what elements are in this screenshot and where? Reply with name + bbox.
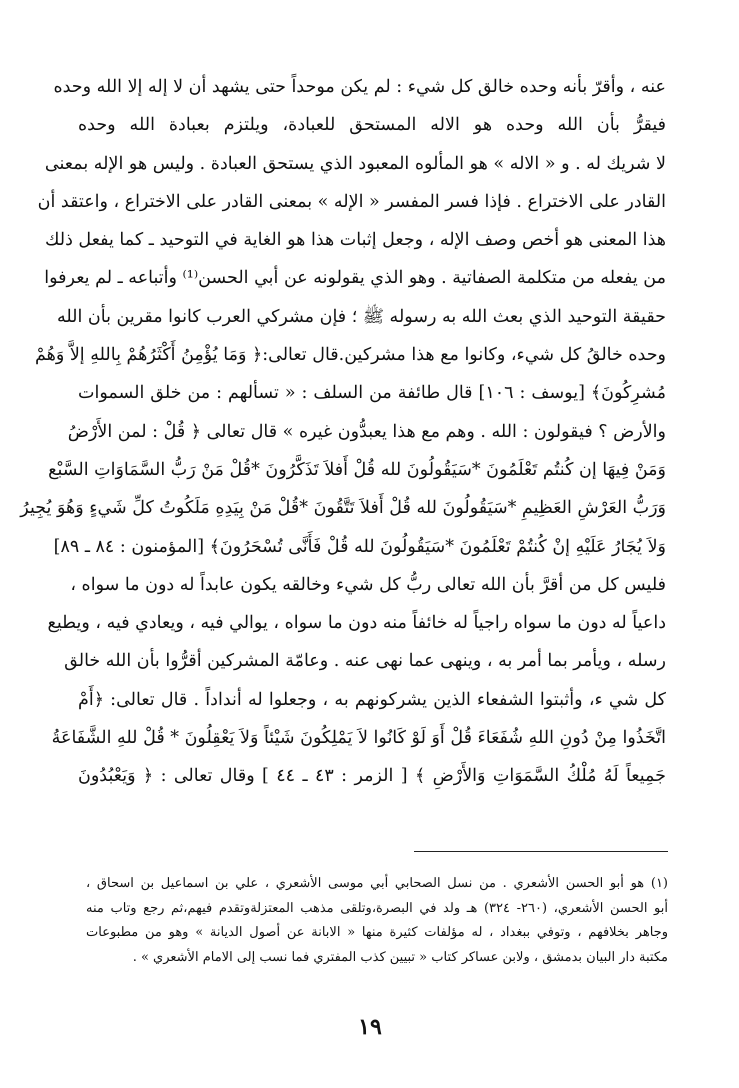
text-line: فيقرُّ بأن الله وحده هو الاله المستحق للعبادة، ويلتزم بعبادة الله وحده: [78, 115, 666, 136]
text-line: جَمِيعاً لَهُ مُلْكُ السَّمَوَاتِ وَالأَرْضِ ﴾ [ الزمر : ٤٣ ـ ٤٤ ] وقال تعالى : ﴿ وَيَعْبُدُونَ: [78, 766, 666, 787]
text-line: وَرَبُّ العَرْشِ العَظِيمِ *سَيَقُولُونَ لله قُلْ أَفلاَ تَتَّقُونَ *قُلْ مَنْ بِيَدِهِ مَلَكُوتُ كلِّ شَيءٍ وَهُوَ يُجِيرُ: [20, 498, 666, 519]
main-text-block: [20, 68, 666, 796]
footnote-line: وجاهر بخلافهم ، وتوفي ببغداد ، له مؤلفات كثيرة منها « الابانة عن أصول الديانة » وهو من مطبوعات: [86, 925, 668, 940]
text-line: والأرض ؟ فيقولون : الله . وهم مع هذا يعبدُّون غيره » قال تعالى ﴿ قُلْ : لمن الأَرْضُ: [67, 421, 666, 442]
text-line: هذا المعنى هو أخص وصف الإله ، وجعل إثبات هذا هو الغاية في التوحيد ـ كما يفعل ذلك: [45, 230, 666, 251]
footnote-divider: [414, 851, 668, 852]
text-line: مُشرِكُونَ﴾ [يوسف : ١٠٦] قال طائفة من السلف : « تسألهم : من خلق السموات: [78, 383, 666, 404]
text-line: حقيقة التوحيد الذي بعث الله به رسوله ﷺ ؛ فإن مشركي العرب كانوا مقرين بأن الله: [56, 306, 666, 327]
text-line: اتَّخَذُوا مِنْ دُونِ اللهِ شُفَعَاءَ قُلْ أَوَ لَوْ كَانُوا لاَ يَمْلِكُونَ شَيْئاً وَلاَ يَعْقِلُونَ * قُلْ للهِ الشَّفَاعَةُ: [51, 728, 666, 749]
text-line: وَلاَ يُجَارُ عَلَيْهِ إنْ كُنتُمْ تَعْلَمُونَ *سَيَقُولُونَ لله قُلْ فَأَنَّى تُسْحَرُونَ﴾ [المؤمنون : ٨٤ ـ ٨٩]: [53, 536, 666, 557]
text-line: لا شريك له . و « الاله » هو المألوه المعبود الذي يستحق العبادة . وليس هو الإله بمعنى: [44, 153, 666, 174]
footnote-line: (١) هو أبو الحسن الأشعري . من نسل الصحابي أبي موسى الأشعري ، علي بن اسماعيل بن اسحاق ،: [86, 876, 668, 891]
footnote-line: أبو الحسن الأشعري، (٢٦٠- ٣٢٤) هـ ولد في البصرة،وتلقى مذهب المعتزلةوتقدم فيهم،ثم رجع وتاب منه: [86, 900, 668, 916]
text-line: القادر على الاختراع . فإذا فسر المفسر « الإله » بمعنى القادر على الاختراع ، واعتقد أن: [37, 191, 666, 212]
text-line: من يفعله من متكلمة الصفاتية . وهو الذي يقولونه عن أبي الحسن⁽¹⁾ وأتباعه ـ لم يعرفوا: [44, 268, 666, 289]
footnotes-block: [86, 872, 668, 970]
text-line: داعياً له دون ما سواه راجياً له خائفاً منه دون ما سواه ، يوالي فيه ، ويعادي فيه ، ويطيع: [47, 613, 666, 634]
text-line: كل شي ء، وأثبتوا الشفعاء الذين يشركونهم به ، وجعلوا له أنداداً . قال تعالى: ﴿أَمْ: [78, 689, 666, 710]
text-line: وحده خالقُ كل شيء، وكانوا مع هذا مشركين.قال تعالى:﴿ وَمَا يُؤْمِنُ أَكْثَرُهُمْ بِاللهِ إلاَّ وَهُمْ: [34, 345, 666, 366]
footnote-line: مكتبة دار البيان بدمشق ، ولابن عساكر كتاب « تبيين كذب المفتري فما نسب إلى الامام الأشعري » .: [132, 949, 668, 965]
text-line: رسله ، ويأمر بما أمر به ، وينهى عما نهى عنه . وعامّة المشركين أقرُّوا بأن الله خالق: [64, 651, 666, 672]
text-line: عنه ، وأقرّ بأنه وحده خالق كل شيء : لم يكن موحداً حتى يشهد أن لا إله إلا الله وحده: [53, 77, 666, 97]
page-number: ١٩: [358, 1014, 382, 1040]
text-line: وَمَنْ فِيهَا إن كُنتُم تَعْلَمُونَ *سَيَقُولُونَ لله قُلْ أَفلاَ تَذَكَّرُونَ *قُلْ مَنْ رَبُّ السَّمَاوَاتِ السَّبْع: [48, 459, 666, 480]
text-line: فليس كل من أقرَّ بأن الله تعالى ربُّ كل شيء وخالقه يكون عابداً له دون ما سواه ،: [70, 574, 666, 595]
